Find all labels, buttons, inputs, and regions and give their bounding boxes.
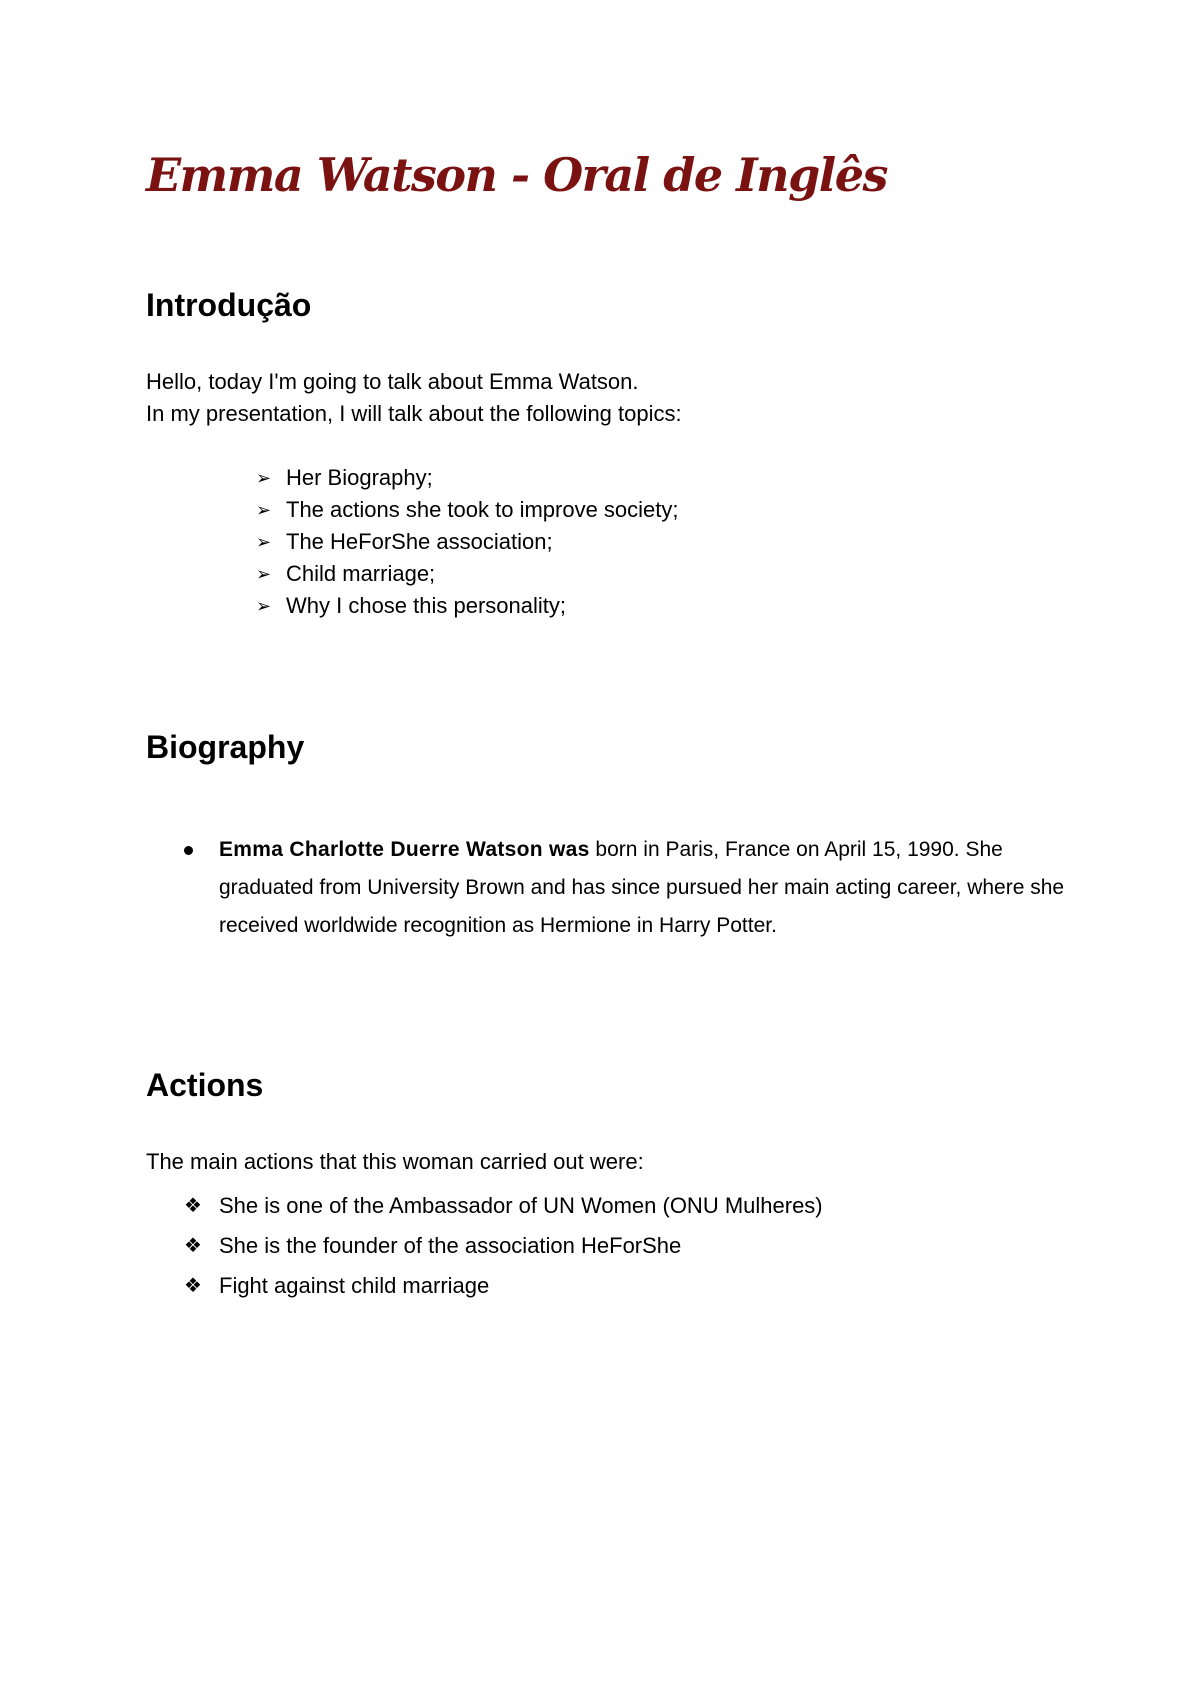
actions-intro: The main actions that this woman carried out were:	[146, 1149, 644, 1174]
list-item	[256, 558, 679, 590]
action-text: She is the founder of the association HeForShe	[219, 1233, 682, 1258]
document-title: Emma Watson - Oral de Inglês	[146, 148, 887, 202]
topic-text: Why I chose this personality;	[286, 593, 567, 618]
biography-text: born in Paris, France on April 15, 1990. She graduated from University Brown and has since pursued her main acting career, where she received worldwide recognition as Hermione in Harry Potter.	[219, 838, 1065, 937]
heading-introducao: Introdução	[146, 287, 312, 323]
biography-list	[146, 831, 1066, 945]
arrow-bullet-icon: ➢	[256, 564, 272, 584]
diamond-bullet-icon: ❖	[184, 1195, 202, 1217]
list-item	[146, 1186, 823, 1226]
heading-actions: Actions	[146, 1067, 264, 1103]
arrow-bullet-icon: ➢	[256, 500, 272, 520]
action-text: She is one of the Ambassador of UN Women (ONU Mulheres)	[219, 1193, 823, 1218]
diamond-bullet-icon: ❖	[184, 1235, 202, 1257]
list-item	[146, 1266, 823, 1306]
intro-line: In my presentation, I will talk about the following topics:	[146, 401, 682, 426]
arrow-bullet-icon: ➢	[256, 468, 272, 488]
arrow-bullet-icon: ➢	[256, 532, 272, 552]
list-item	[256, 590, 679, 622]
intro-paragraph	[146, 366, 682, 430]
actions-list	[146, 1186, 823, 1306]
bullet-dot-icon	[184, 846, 193, 855]
arrow-bullet-icon: ➢	[256, 596, 272, 616]
intro-line: Hello, today I'm going to talk about Emma Watson.	[146, 369, 639, 394]
topics-list	[256, 462, 679, 622]
topic-text: Her Biography;	[286, 465, 433, 490]
topic-text: The actions she took to improve society;	[286, 497, 679, 522]
list-item	[256, 526, 679, 558]
topic-text: The HeForShe association;	[286, 529, 553, 554]
action-text: Fight against child marriage	[219, 1273, 490, 1298]
list-item	[146, 1226, 823, 1266]
topic-text: Child marriage;	[286, 561, 436, 586]
heading-biography: Biography	[146, 729, 305, 765]
list-item	[146, 831, 1066, 945]
list-item	[256, 494, 679, 526]
list-item	[256, 462, 679, 494]
biography-bold-text: Emma Charlotte Duerre Watson was	[219, 838, 590, 861]
diamond-bullet-icon: ❖	[184, 1275, 202, 1297]
